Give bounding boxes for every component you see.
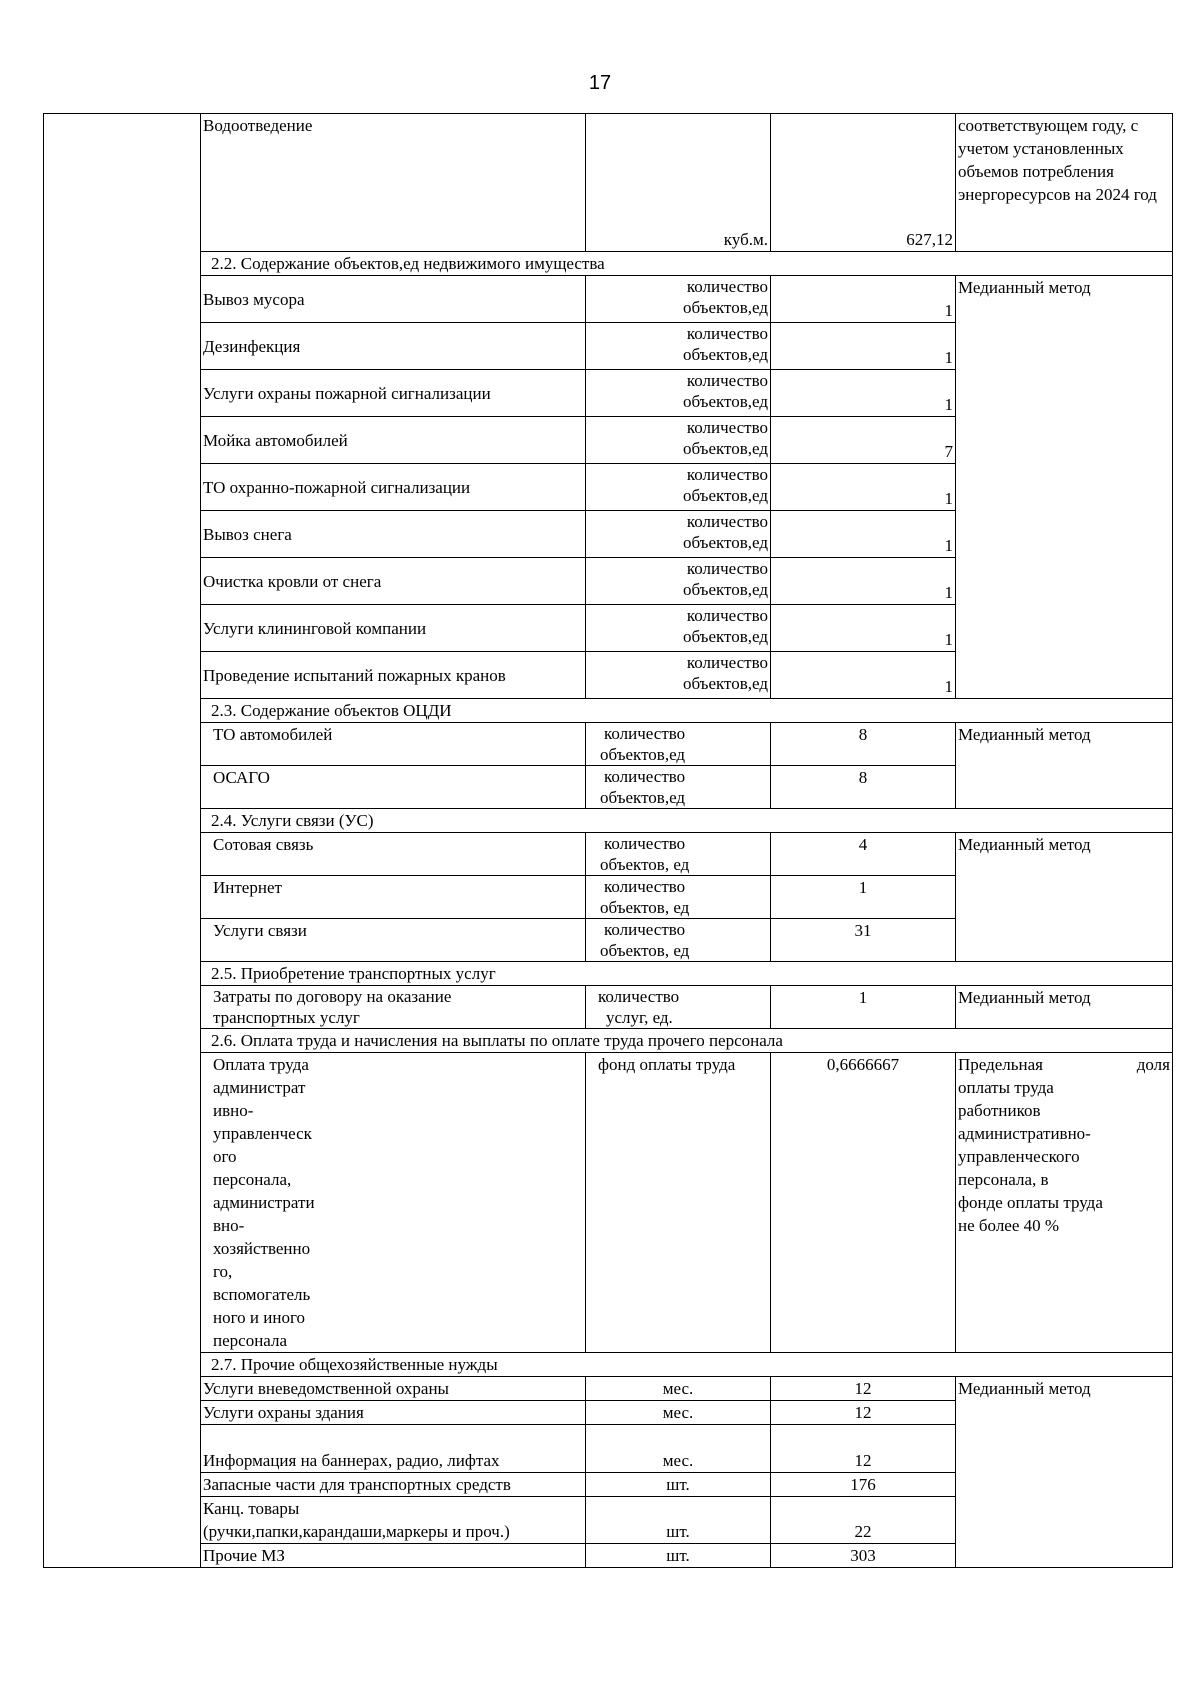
section-header-row (44, 962, 1173, 986)
section-header-row (44, 809, 1173, 833)
calculation-method: Медианный метод (956, 276, 1173, 699)
item-value: 1 (771, 323, 956, 370)
calculation-method: Медианный метод (956, 986, 1173, 1029)
item-name: Услуги связи (201, 919, 586, 962)
item-value: 8 (771, 766, 956, 809)
item-unit: шт. (586, 1497, 771, 1544)
item-value: 31 (771, 919, 956, 962)
item-unit: количество объектов,ед (586, 323, 771, 370)
item-unit: количество объектов,ед (586, 417, 771, 464)
item-value: 7 (771, 417, 956, 464)
item-name: Вывоз мусора (201, 276, 586, 323)
item-unit: мес. (586, 1401, 771, 1425)
table-row (44, 986, 1173, 1029)
item-unit: фонд оплаты труда (586, 1053, 771, 1353)
item-unit: количество объектов,ед (586, 464, 771, 511)
item-value: 1 (771, 464, 956, 511)
table-row (44, 833, 1173, 876)
section-header-row (44, 1353, 1173, 1377)
item-unit: количество объектов, ед (586, 876, 771, 919)
item-unit: количество объектов,ед (586, 276, 771, 323)
item-value: 1 (771, 511, 956, 558)
item-name: Затраты по договору на оказание транспортных услуг (201, 986, 586, 1029)
section-header-row (44, 1029, 1173, 1053)
item-value: 1 (771, 876, 956, 919)
item-name: Вывоз снега (201, 511, 586, 558)
item-name: ТО охранно-пожарной сигнализации (201, 464, 586, 511)
item-unit: шт. (586, 1473, 771, 1497)
item-value: 0,6666667 (771, 1053, 956, 1353)
item-unit: количество объектов,ед (586, 605, 771, 652)
item-unit: количество услуг, ед. (586, 986, 771, 1029)
item-name: Прочие МЗ (201, 1544, 586, 1568)
item-unit: количество объектов,ед (586, 511, 771, 558)
section-header-row (44, 699, 1173, 723)
item-value: 1 (771, 370, 956, 417)
item-name: Услуги клининговой компании (201, 605, 586, 652)
item-unit: количество объектов,ед (586, 766, 771, 809)
item-name: Водоотведение (201, 114, 586, 252)
item-value: 303 (771, 1544, 956, 1568)
section-title: 2.3. Содержание объектов ОЦДИ (201, 699, 1173, 723)
calculation-method: Медианный метод (956, 1377, 1173, 1568)
section-title: 2.2. Содержание объектов,ед недвижимого имущества (201, 252, 1173, 276)
item-value: 1 (771, 652, 956, 699)
item-name: Услуги охраны пожарной сигнализации (201, 370, 586, 417)
item-unit: количество объектов, ед (586, 833, 771, 876)
item-name: Услуги вневедомственной охраны (201, 1377, 586, 1401)
item-value: 1 (771, 558, 956, 605)
table-row (44, 723, 1173, 766)
item-name: Сотовая связь (201, 833, 586, 876)
item-name: Канц. товары (ручки,папки,карандаши,маркеры и проч.) (201, 1497, 586, 1544)
item-unit: мес. (586, 1377, 771, 1401)
item-value: 1 (771, 986, 956, 1029)
table-row (44, 1053, 1173, 1353)
item-unit: количество объектов,ед (586, 558, 771, 605)
item-name: Запасные части для транспортных средств (201, 1473, 586, 1497)
item-value: 1 (771, 276, 956, 323)
item-value: 22 (771, 1497, 956, 1544)
item-unit: количество объектов,ед (586, 723, 771, 766)
item-unit: количество объектов,ед (586, 652, 771, 699)
item-name: ОСАГО (201, 766, 586, 809)
item-value: 12 (771, 1377, 956, 1401)
item-name: Интернет (201, 876, 586, 919)
section-title: 2.7. Прочие общехозяйственные нужды (201, 1353, 1173, 1377)
item-value: 8 (771, 723, 956, 766)
item-value: 12 (771, 1425, 956, 1473)
section-title: 2.4. Услуги связи (УС) (201, 809, 1173, 833)
item-unit: куб.м. (586, 114, 771, 252)
item-name: ТО автомобилей (201, 723, 586, 766)
table-row (44, 114, 1173, 252)
section-title: 2.5. Приобретение транспортных услуг (201, 962, 1173, 986)
item-name: Очистка кровли от снега (201, 558, 586, 605)
calculation-method: Медианный метод (956, 833, 1173, 962)
calculation-method: Предельная доля оплаты труда работников административно- управленческого персонала, в фонде оплаты труда не более 40 % (956, 1053, 1173, 1353)
blank-column (44, 114, 201, 1568)
item-unit: шт. (586, 1544, 771, 1568)
item-value: 12 (771, 1401, 956, 1425)
section-header-row (44, 252, 1173, 276)
item-unit: количество объектов,ед (586, 370, 771, 417)
section-title: 2.6. Оплата труда и начисления на выплаты по оплате труда прочего персонала (201, 1029, 1173, 1053)
item-unit: количество объектов, ед (586, 919, 771, 962)
item-name: Информация на баннерах, радио, лифтах (201, 1425, 586, 1473)
cost-norms-table (43, 113, 1173, 1568)
item-unit: мес. (586, 1425, 771, 1473)
item-name: Мойка автомобилей (201, 417, 586, 464)
page-number: 17 (588, 72, 612, 94)
item-name: Дезинфекция (201, 323, 586, 370)
calculation-method: Медианный метод (956, 723, 1173, 809)
calculation-method: соответствующем году, с учетом установленных объемов потребления энергоресурсов на 2024 год (956, 114, 1173, 252)
item-value: 1 (771, 605, 956, 652)
item-name: Услуги охраны здания (201, 1401, 586, 1425)
table-row (44, 276, 1173, 323)
item-value: 176 (771, 1473, 956, 1497)
item-name: Проведение испытаний пожарных кранов (201, 652, 586, 699)
table-row (44, 1377, 1173, 1401)
item-value: 4 (771, 833, 956, 876)
item-value: 627,12 (771, 114, 956, 252)
item-name: Оплата труда администрат ивно- управленческ ого персонала, администрати вно- хозяйственно го, вспомогатель ного и иного персонала (201, 1053, 586, 1353)
